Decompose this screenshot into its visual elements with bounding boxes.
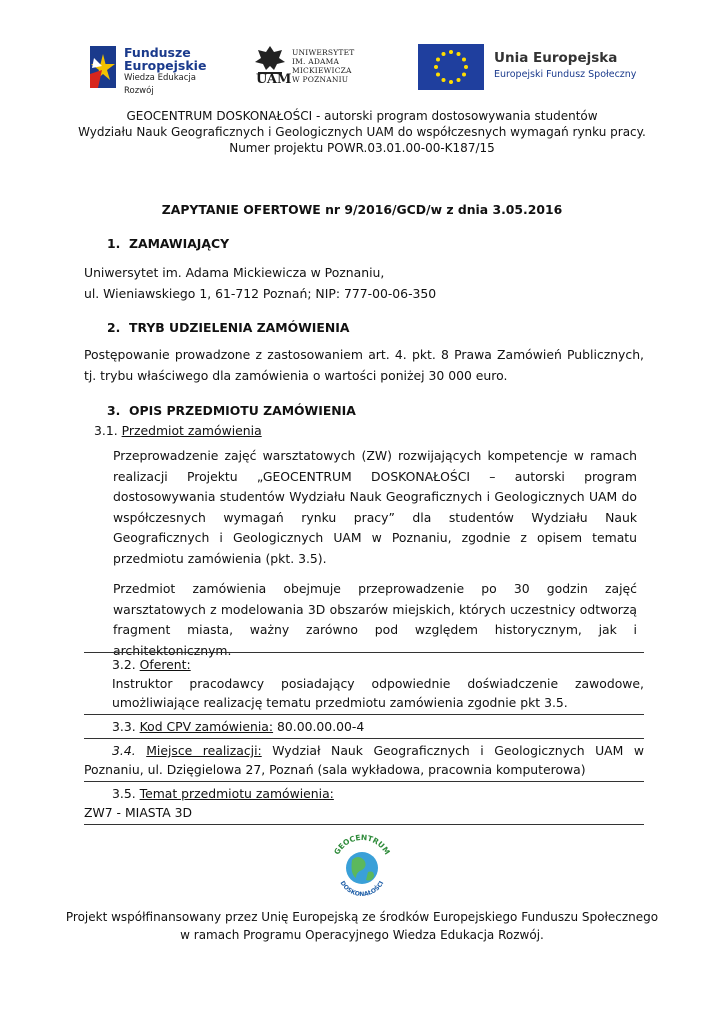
row-3-4-text: Wydział Nauk Geograficznych i Geologicznych UAM w Poznaniu, ul. Dzięgielowa 27, Poznań (sala wykładowa, pracownia komputerowa) bbox=[84, 743, 644, 777]
row-3-4-num: 3.4. bbox=[112, 743, 136, 758]
header-line3: Numer projektu POWR.03.01.00-00-K187/15 bbox=[229, 141, 495, 155]
row-3-2 bbox=[84, 653, 644, 715]
ue-subtitle: Europejski Fundusz Społeczny bbox=[494, 69, 637, 80]
table-row bbox=[84, 653, 644, 715]
geocentrum-bottom-text: DOSKONAŁOŚCI bbox=[338, 879, 386, 899]
fe-line3: Wiedza Edukacja Rozwój bbox=[124, 73, 196, 96]
uam-logo bbox=[252, 42, 382, 92]
section2-heading bbox=[107, 320, 349, 335]
footer-line1: Projekt współfinansowany przez Unię Europejską ze środków Europejskiego Funduszu Społecznego bbox=[65, 910, 659, 924]
row-3-3-num: 3.3. bbox=[112, 719, 136, 734]
uam-line3: W POZNANIU bbox=[292, 75, 349, 84]
row-3-2-num: 3.2. bbox=[112, 657, 136, 672]
section3-body bbox=[113, 446, 637, 661]
section3-heading bbox=[107, 403, 356, 418]
fundusze-europejskie-logo bbox=[88, 44, 228, 96]
fe-line2: Europejskie bbox=[124, 58, 207, 73]
row-3-5-num: 3.5. bbox=[112, 786, 136, 801]
section2-body bbox=[84, 345, 644, 386]
row-3-5-value: ZW7 - MIASTA 3D bbox=[84, 805, 193, 820]
row-3-2-label: Oferent: bbox=[139, 657, 191, 672]
uam-line1: UNIWERSYTET bbox=[292, 48, 355, 57]
row-3-3 bbox=[84, 715, 644, 739]
fe-line1: Fundusze bbox=[124, 45, 191, 60]
order-details-table bbox=[84, 652, 644, 825]
row-3-4-label: Miejsce realizacji: bbox=[146, 743, 262, 758]
geocentrum-logo bbox=[322, 826, 402, 902]
section3-title: OPIS PRZEDMIOTU ZAMÓWIENIA bbox=[129, 403, 356, 418]
document-title: ZAPYTANIE OFERTOWE nr 9/2016/GCD/w z dnia 3.05.2016 bbox=[161, 202, 563, 217]
orderer-name: Uniwersytet im. Adama Mickiewicza w Poznaniu, bbox=[84, 265, 385, 280]
footer-line2: w ramach Programu Operacyjnego Wiedza Edukacja Rozwój. bbox=[180, 928, 544, 942]
orderer-address: ul. Wieniawskiego 1, 61-712 Poznań; NIP: 777-00-06-350 bbox=[84, 286, 437, 301]
section1-heading bbox=[107, 236, 229, 251]
section2-num: 2. bbox=[107, 320, 121, 335]
geocentrum-globe-icon bbox=[322, 826, 402, 902]
section3-num: 3. bbox=[107, 403, 121, 418]
table-row bbox=[84, 782, 644, 825]
eu-flag-icon bbox=[418, 44, 484, 90]
unia-europejska-logo bbox=[418, 40, 638, 94]
section3-para1: Przeprowadzenie zajęć warsztatowych (ZW) rozwijających kompetencje w ramach realizacji Projektu „GEOCENTRUM DOSKONAŁOŚCI – autorski program dostosowywania studentów Wydziału Nauk Geograficznych i Geologicznych UAM do współczesnych wymagań rynku pracy” dla studentów Wydziału Nauk Geograficznych i Geologicznych UAM w Poznaniu, zgodnie z opisem tematu przedmiotu zamówienia (pkt. 3.5). bbox=[113, 448, 637, 566]
subsection-3-1-num: 3.1. bbox=[94, 423, 118, 438]
logo-bar bbox=[0, 38, 724, 98]
ue-title: Unia Europejska bbox=[494, 50, 618, 66]
fe-star-icon bbox=[88, 44, 118, 90]
section2-text: Postępowanie prowadzone z zastosowaniem art. 4. pkt. 8 Prawa Zamówień Publicznych, tj. trybu właściwego dla zamówienia o wartości poniżej 30 000 euro. bbox=[84, 347, 644, 383]
header-line2: Wydziału Nauk Geograficznych i Geologicznych UAM do współczesnych wymagań rynku pracy. bbox=[78, 125, 646, 139]
table-row bbox=[84, 739, 644, 782]
uam-mark: UAM bbox=[256, 72, 292, 87]
subsection-3-1-title: Przedmiot zamówienia bbox=[121, 423, 262, 438]
section1-body bbox=[84, 262, 436, 304]
section1-title: ZAMAWIAJĄCY bbox=[129, 236, 230, 251]
uam-line2: IM. ADAMA MICKIEWICZA bbox=[292, 57, 352, 75]
project-header bbox=[0, 108, 724, 156]
row-3-4 bbox=[84, 739, 644, 782]
subsection-3-1-heading bbox=[94, 423, 262, 438]
row-3-2-text: Instruktor pracodawcy posiadający odpowiednie doświadczenie zawodowe, umożliwiające realizację tematu przedmiotu zamówienia zgodnie pkt 3.5. bbox=[112, 676, 644, 710]
header-line1: GEOCENTRUM DOSKONAŁOŚCI - autorski program dostosowywania studentów bbox=[126, 109, 598, 123]
table-row bbox=[84, 715, 644, 739]
row-3-5-label: Temat przedmiotu zamówienia: bbox=[139, 786, 334, 801]
row-3-5 bbox=[84, 782, 644, 825]
row-3-3-value: 80.00.00.00-4 bbox=[277, 719, 365, 734]
footer bbox=[0, 908, 724, 944]
geocentrum-top-text: GEOCENTRUM bbox=[332, 832, 392, 857]
section1-num: 1. bbox=[107, 236, 121, 251]
section2-title: TRYB UDZIELENIA ZAMÓWIENIA bbox=[129, 320, 350, 335]
section3-para2: Przedmiot zamówienia obejmuje przeprowadzenie po 30 godzin zajęć warsztatowych z modelowania 3D obszarów miejskich, których uczestnicy odtworzą fragment miasta, ważny zarówno pod względem historycznym, jak i architektonicznym. bbox=[113, 581, 637, 658]
row-3-3-label: Kod CPV zamówienia: bbox=[139, 719, 274, 734]
